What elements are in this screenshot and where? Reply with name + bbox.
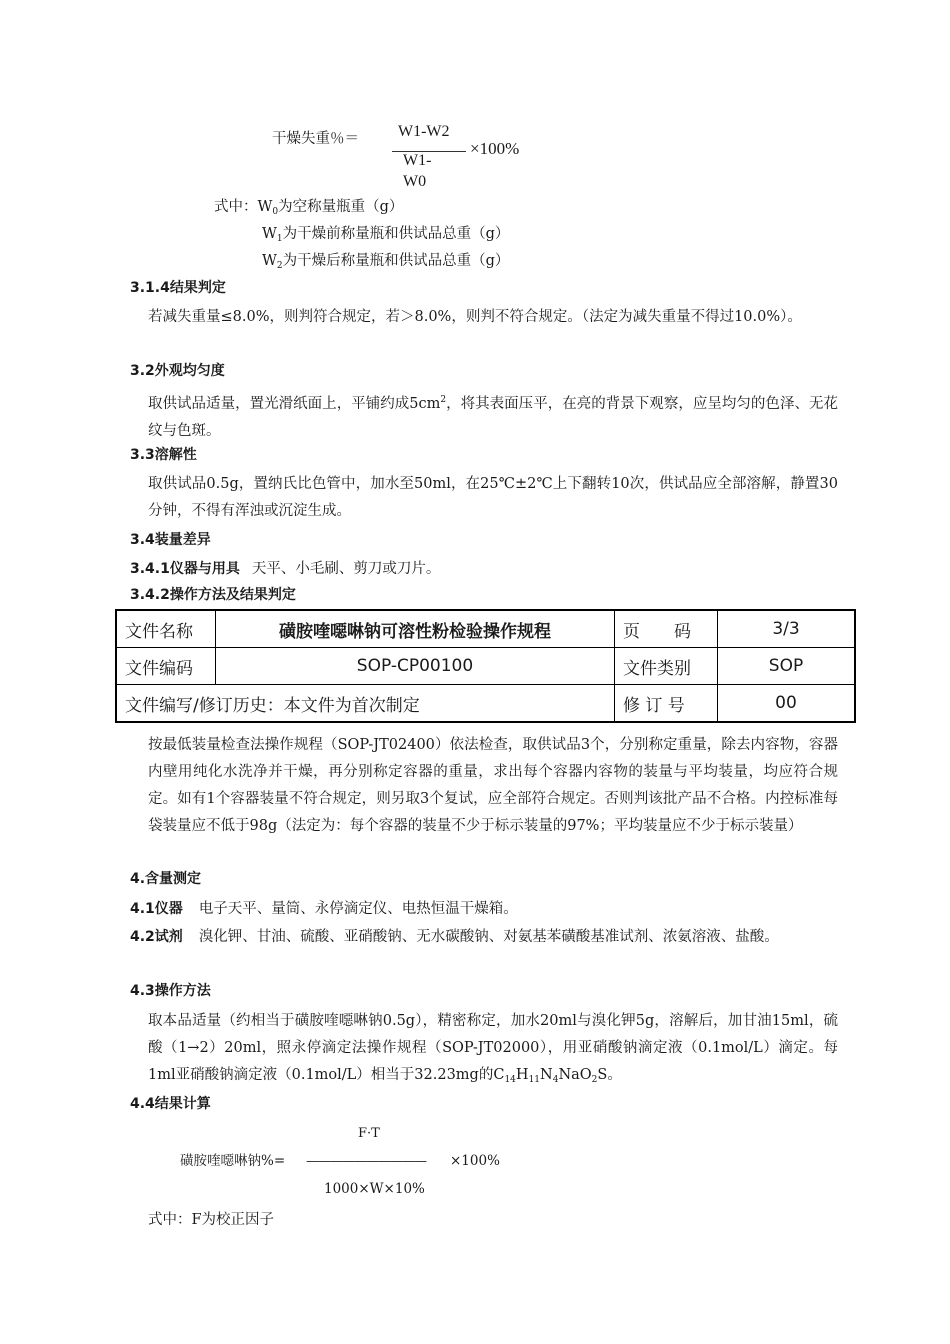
body-3-3: 取供试品0.5g，置纳氏比色管中，加水至50ml，在25℃±2℃上下翻转10次，供试品应全部溶解，静置30分钟，不得有浑浊或沉淀生成。 bbox=[148, 476, 838, 519]
formula1-numerator: W1-W2 bbox=[398, 123, 450, 140]
doc-name-label: 文件名称 bbox=[116, 610, 216, 648]
heading-4-3: 4.3操作方法 bbox=[130, 983, 211, 999]
doc-type-label: 文件类别 bbox=[615, 648, 718, 685]
revision-number-label: 修 订 号 bbox=[615, 685, 718, 723]
where1-w1: $W_1$为干燥前称量瓶和供试品总重（g） bbox=[262, 226, 510, 244]
heading-4: 4.含量测定 bbox=[130, 871, 202, 887]
formula2-lhs: 磺胺喹噁啉钠%= bbox=[180, 1153, 286, 1169]
body-4-3: 取本品适量（约相当于磺胺喹噁啉钠0.5g），精密称定，加水20ml与溴化钾5g，溶解后，加甘油15ml，硫酸（1→2）20ml，照永停滴定法操作规程（SOP-JT02000），用亚硝酸钠滴定液（0.1mol/L）滴定。每1ml亚硝酸钠滴定液（0.1mol/L）相当于32.23mg的$C_{14}H_{11}N_4NaO_2S$。 bbox=[148, 1013, 838, 1085]
heading-4-2: 4.2试剂 bbox=[130, 929, 183, 945]
formula1-lhs: 干燥失重％＝ bbox=[272, 131, 359, 147]
body-3-2: 取供试品适量，置光滑纸面上，平铺约成$5cm^2$，将其表面压平，在亮的背景下观察，应呈均匀的色泽、无花纹与色斑。 bbox=[148, 395, 838, 439]
formula2-multiplier: ×100% bbox=[450, 1153, 500, 1169]
doc-type-value: SOP bbox=[718, 648, 856, 685]
heading-3-1-4: 3.1.4结果判定 bbox=[130, 280, 226, 296]
page-label: 页 码 bbox=[615, 610, 718, 648]
formula1-multiplier: ×100% bbox=[470, 139, 520, 158]
revision-history: 文件编写/修订历史：本文件为首次制定 bbox=[116, 685, 615, 723]
where1-w0: 式中：$W_0$为空称量瓶重（g） bbox=[214, 199, 404, 217]
doc-code-value: SOP-CP00100 bbox=[216, 648, 615, 685]
formula1-denominator-2: W0 bbox=[403, 173, 427, 190]
heading-4-1: 4.1仪器 bbox=[130, 901, 183, 917]
heading-3-4-2: 3.4.2操作方法及结果判定 bbox=[130, 587, 296, 603]
heading-4-4: 4.4结果计算 bbox=[130, 1096, 211, 1112]
formula1-denominator-1: W1- bbox=[403, 152, 432, 169]
body-3-4-1: 天平、小毛刷、剪刀或刀片。 bbox=[251, 561, 441, 577]
heading-3-2: 3.2外观均匀度 bbox=[130, 363, 225, 379]
revision-number-value: 00 bbox=[718, 685, 856, 723]
doc-name-value: 磺胺喹噁啉钠可溶性粉检验操作规程 bbox=[216, 610, 615, 648]
where2-text: 式中：F为校正因子 bbox=[148, 1212, 275, 1228]
heading-3-3: 3.3溶解性 bbox=[130, 447, 197, 463]
formula2-numerator: F·T bbox=[358, 1126, 380, 1141]
where1-w2: $W_2$为干燥后称量瓶和供试品总重（g） bbox=[262, 253, 510, 271]
heading-3-4-1: 3.4.1仪器与用具 bbox=[130, 561, 240, 577]
body-3-4-2: 按最低装量检查法操作规程（SOP-JT02400）依法检查，取供试品3个，分别称定重量，除去内容物，容器内壁用纯化水洗净并干燥，再分别称定容器的重量，求出每个容器内容物的装量与平均装量，均应符合规定。如有1个容器装量不符合规定，则另取3个复试，应全部符合规定。否则判该批产品不合格。内控标准每袋装量应不低于98g（法定为：每个容器的装量不少于标示装量的97%；平均装量应不少于标示装量） bbox=[148, 737, 838, 834]
section-3-4-1 bbox=[130, 556, 440, 583]
body-4-1: 电子天平、量筒、永停滴定仪、电热恒温干燥箱。 bbox=[198, 901, 518, 917]
heading-3-4: 3.4装量差异 bbox=[130, 532, 211, 548]
page-value: 3/3 bbox=[718, 610, 856, 648]
formula2-denominator: 1000×W×10% bbox=[324, 1181, 425, 1197]
section-4-1 bbox=[130, 896, 518, 923]
body-3-1-4: 若减失重量≤8.0%，则判符合规定，若＞8.0%，则判不符合规定。（法定为减失重量不得过10.0%）。 bbox=[148, 309, 802, 325]
formula2-fraction-bar: —————————— bbox=[306, 1154, 426, 1169]
section-4-2 bbox=[130, 924, 838, 951]
doc-code-label: 文件编码 bbox=[116, 648, 216, 685]
body-4-2: 溴化钾、甘油、硫酸、亚硝酸钠、无水碳酸钠、对氨基苯磺酸基准试剂、浓氨溶液、盐酸。 bbox=[198, 929, 779, 945]
document-control-table bbox=[115, 609, 856, 723]
